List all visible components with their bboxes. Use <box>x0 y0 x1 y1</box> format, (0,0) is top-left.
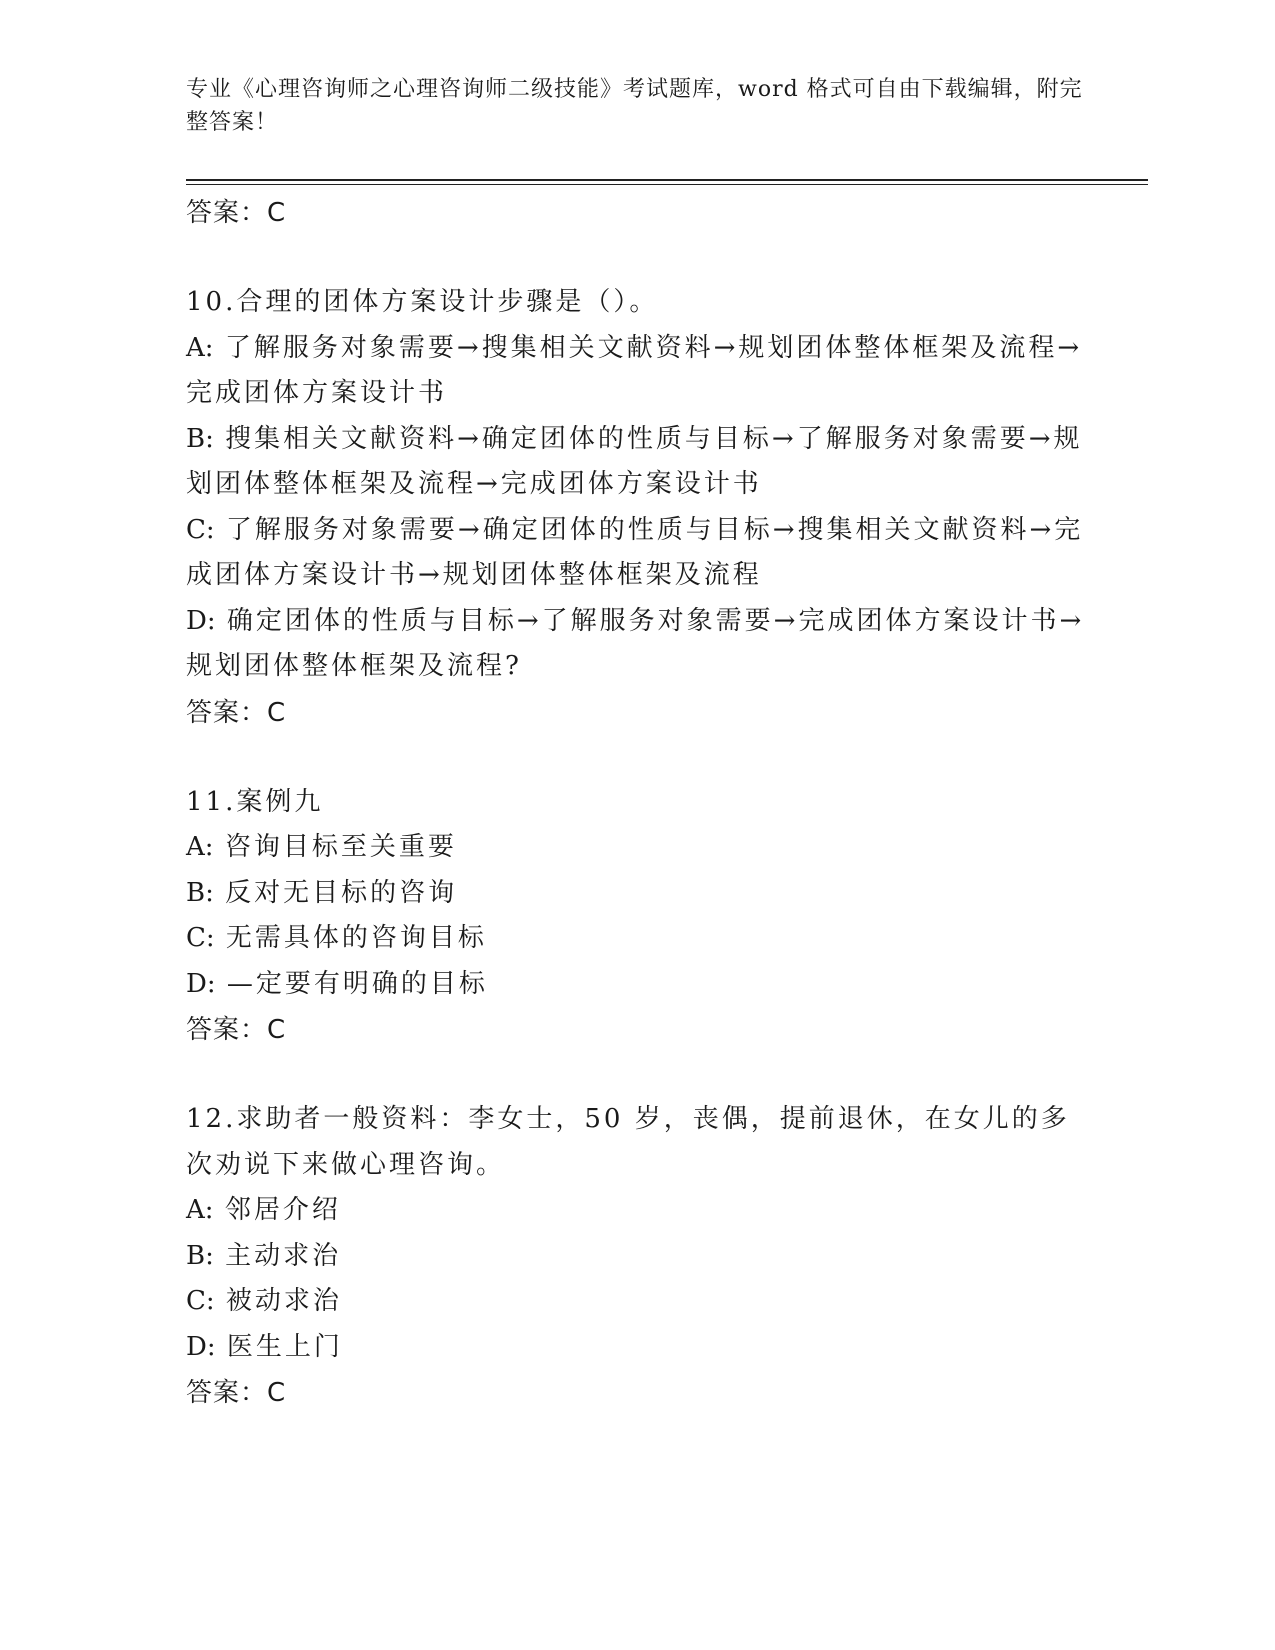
option-c <box>186 916 1086 962</box>
option-label: B: <box>186 877 214 908</box>
option-label: A: <box>186 1195 214 1225</box>
option-label: A: <box>186 332 214 363</box>
question-12 <box>186 1097 1086 1416</box>
answer-line: 答案：C <box>186 198 287 228</box>
option-c <box>186 508 1086 599</box>
option-text: 了解服务对象需要→确定团体的性质与目标→搜集相关文献资料→完成团体方案设计书→规划团体整体框架及流程 <box>186 514 1084 590</box>
option-label: B: <box>186 1240 214 1271</box>
option-a <box>186 326 1086 417</box>
option-text: 了解服务对象需要→搜集相关文献资料→规划团体整体框架及流程→完成团体方案设计书 <box>186 332 1083 408</box>
answer-line: 答案：C <box>186 697 287 728</box>
option-label: C: <box>186 514 215 545</box>
question-stem: 11.案例九 <box>186 786 324 817</box>
option-text: 反对无目标的咨询 <box>225 877 458 908</box>
question-list <box>186 190 1086 1416</box>
option-text: 无需具体的咨询目标 <box>225 923 487 953</box>
option-d <box>186 599 1086 690</box>
option-label: D: <box>186 1331 216 1362</box>
option-text: —定要有明确的目标 <box>226 968 488 999</box>
option-label: C: <box>186 923 215 953</box>
option-b <box>186 1234 1086 1280</box>
header-rule-thin <box>186 184 1148 185</box>
option-c <box>186 1279 1086 1325</box>
option-a <box>186 825 1086 871</box>
header-intro-text: 专业《心理咨询师之心理咨询师二级技能》考试题库，word 格式可自由下载编辑，附完整答案！ <box>186 77 1083 135</box>
question-stem: 10.合理的团体方案设计步骤是（）。 <box>186 287 659 317</box>
option-text: 医生上门 <box>226 1331 343 1362</box>
option-d <box>186 962 1086 1008</box>
question-11 <box>186 780 1086 1054</box>
header-rule-thick <box>186 179 1148 181</box>
option-label: B: <box>186 423 214 454</box>
option-b <box>186 417 1086 508</box>
option-text: 咨询目标至关重要 <box>224 832 457 862</box>
answer-line: 答案：C <box>186 1378 287 1408</box>
question-stem: 12.求助者一般资料：李女士，50 岁，丧偶，提前退休，在女儿的多次劝说下来做心理咨询。 <box>186 1104 1070 1180</box>
option-d <box>186 1325 1086 1371</box>
option-label: D: <box>186 605 216 636</box>
option-text: 邻居介绍 <box>224 1195 341 1225</box>
option-text: 主动求治 <box>225 1240 342 1271</box>
option-a <box>186 1188 1086 1234</box>
option-text: 被动求治 <box>225 1286 342 1316</box>
document-header <box>186 73 1086 139</box>
option-label: D: <box>186 968 216 999</box>
option-text: 搜集相关文献资料→确定团体的性质与目标→了解服务对象需要→规划团体整体框架及流程→完成团体方案设计书 <box>186 423 1083 499</box>
question-10 <box>186 280 1086 736</box>
option-label: C: <box>186 1286 215 1316</box>
option-text: 确定团体的性质与目标→了解服务对象需要→完成团体方案设计书→规划团体整体框架及流程? <box>186 605 1085 681</box>
option-b <box>186 871 1086 917</box>
option-label: A: <box>186 832 214 862</box>
answer-line: 答案：C <box>186 1015 287 1045</box>
